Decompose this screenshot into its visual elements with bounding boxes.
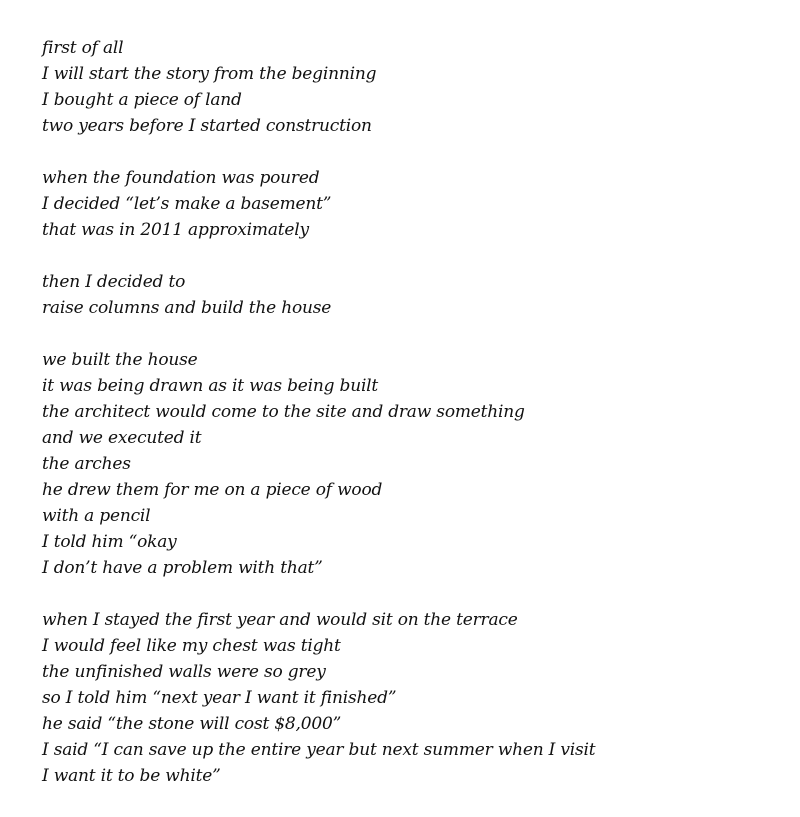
- poem-line: I bought a piece of land: [42, 90, 242, 110]
- poem-line: raise columns and build the house: [42, 298, 332, 318]
- poem-line: it was being drawn as it was being built: [42, 376, 379, 396]
- poem-line: I decided “let’s make a basement”: [42, 194, 332, 214]
- poem-line: I told him “okay: [42, 532, 177, 552]
- poem-line: and we executed it: [42, 428, 202, 448]
- poem-line: when I stayed the first year and would sit on the terrace: [42, 610, 518, 630]
- poem-line: two years before I started construction: [42, 116, 372, 136]
- poem-page: [42, 35, 782, 815]
- stanza-2: [42, 165, 782, 243]
- stanza-3: [42, 269, 782, 321]
- poem-line: I would feel like my chest was tight: [42, 636, 341, 656]
- poem-line: he said “the stone will cost $8,000”: [42, 714, 342, 734]
- stanza-4: [42, 347, 782, 581]
- poem-line: we built the house: [42, 350, 198, 370]
- poem-line: I don’t have a problem with that”: [42, 558, 323, 578]
- stanza-5: [42, 607, 782, 789]
- poem-line: the unfinished walls were so grey: [42, 662, 326, 682]
- poem-line: with a pencil: [42, 506, 151, 526]
- poem-line: so I told him “next year I want it finished”: [42, 688, 397, 708]
- poem-line: I will start the story from the beginning: [42, 64, 377, 84]
- poem-line: first of all: [42, 38, 124, 58]
- poem-line: I want it to be white”: [42, 766, 221, 786]
- stanza-1: [42, 35, 782, 139]
- poem-line: the architect would come to the site and draw something: [42, 402, 525, 422]
- poem-line: that was in 2011 approximately: [42, 220, 309, 240]
- poem-line: when the foundation was poured: [42, 168, 320, 188]
- poem-line: he drew them for me on a piece of wood: [42, 480, 383, 500]
- poem-line: I said “I can save up the entire year but next summer when I visit: [42, 740, 596, 760]
- poem-line: then I decided to: [42, 272, 186, 292]
- poem-line: the arches: [42, 454, 131, 474]
